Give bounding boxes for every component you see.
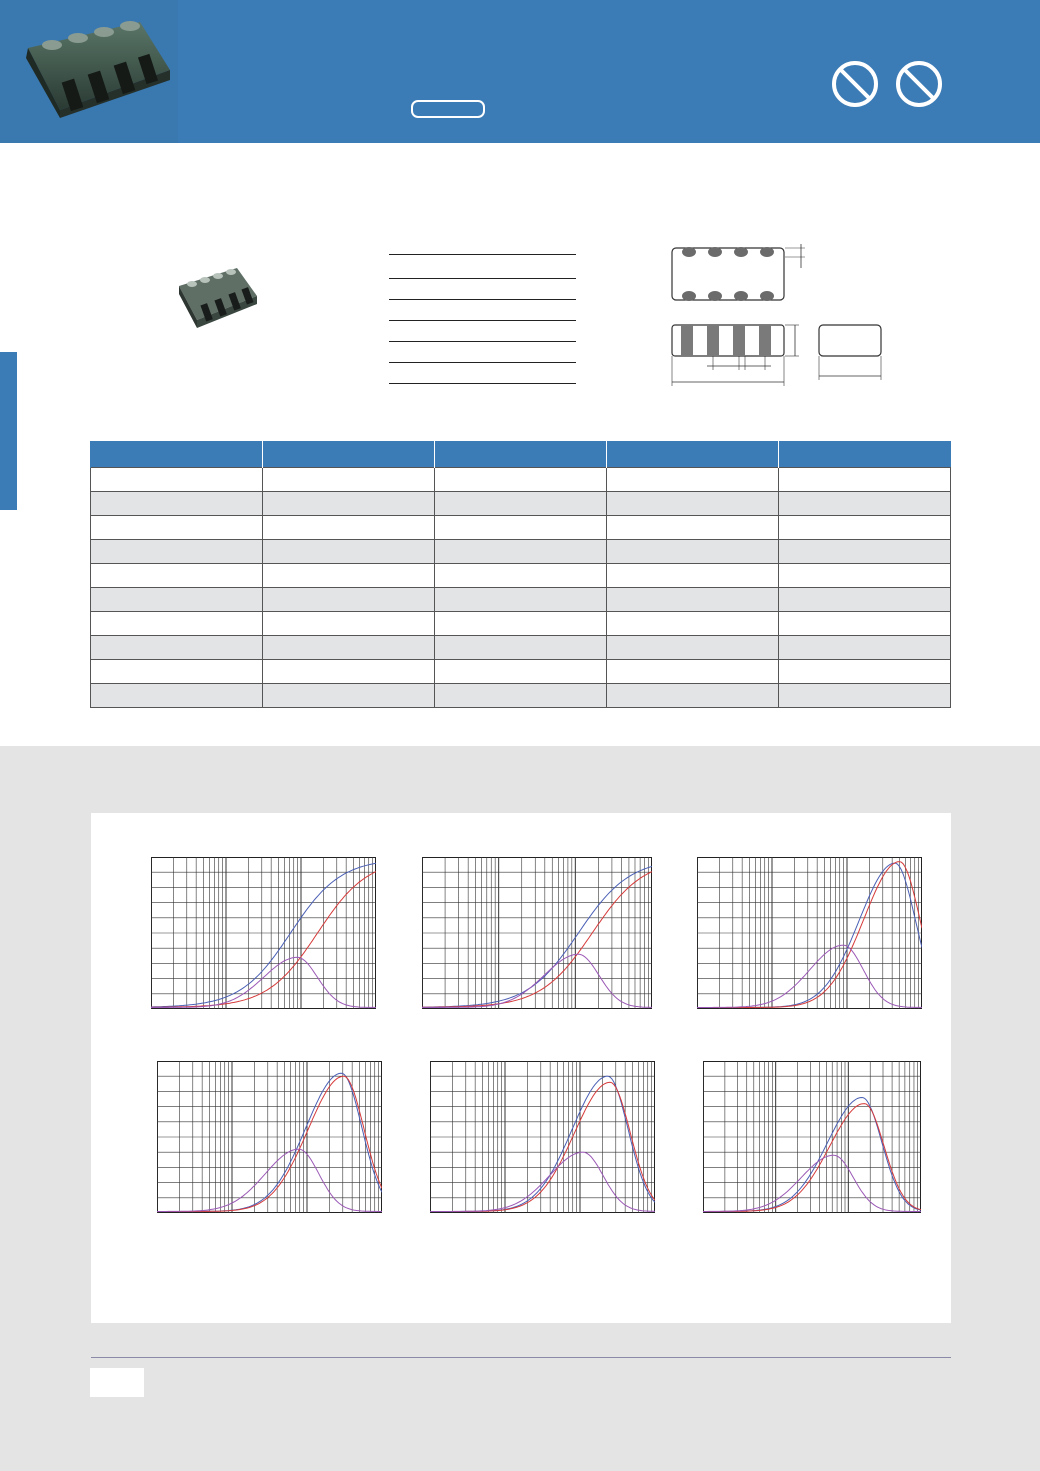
table-cell	[91, 516, 263, 540]
product-photo	[0, 0, 178, 143]
table-cell	[263, 660, 435, 684]
column-header	[91, 441, 263, 468]
table-row	[91, 636, 951, 660]
table-cell	[607, 516, 779, 540]
table-cell	[91, 540, 263, 564]
table-cell	[435, 636, 607, 660]
table-cell	[607, 540, 779, 564]
table-header-row	[91, 441, 951, 468]
table-cell	[607, 564, 779, 588]
table-cell	[779, 612, 951, 636]
table-row	[91, 540, 951, 564]
table-cell	[435, 564, 607, 588]
table-cell	[779, 468, 951, 492]
impedance-graph-panel	[91, 813, 951, 1323]
table-cell	[263, 636, 435, 660]
spec-row	[389, 341, 576, 342]
table-cell	[435, 468, 607, 492]
table-cell	[435, 612, 607, 636]
no-entry-icon	[895, 60, 943, 108]
table-cell	[607, 468, 779, 492]
table-cell	[263, 588, 435, 612]
table-cell	[435, 684, 607, 708]
impedance-chart	[151, 857, 376, 1009]
table-cell	[91, 636, 263, 660]
table-cell	[91, 588, 263, 612]
impedance-chart	[157, 1061, 382, 1213]
footer-divider	[91, 1357, 951, 1358]
table-row	[91, 660, 951, 684]
table-cell	[779, 492, 951, 516]
impedance-chart	[703, 1061, 921, 1213]
category-badge	[411, 100, 485, 118]
table-cell	[607, 588, 779, 612]
table-cell	[263, 564, 435, 588]
table-row	[91, 516, 951, 540]
table-cell	[435, 516, 607, 540]
table-cell	[91, 660, 263, 684]
table-cell	[435, 588, 607, 612]
spec-row	[389, 278, 576, 279]
table-cell	[779, 516, 951, 540]
table-cell	[91, 492, 263, 516]
table-row	[91, 468, 951, 492]
page-number-box	[90, 1368, 144, 1397]
table-cell	[263, 516, 435, 540]
table-cell	[779, 636, 951, 660]
table-cell	[263, 540, 435, 564]
spec-row	[389, 254, 576, 255]
table-cell	[779, 684, 951, 708]
table-cell	[779, 588, 951, 612]
table-cell	[779, 564, 951, 588]
impedance-chart	[697, 857, 922, 1009]
table-row	[91, 492, 951, 516]
table-cell	[263, 492, 435, 516]
impedance-chart	[430, 1061, 655, 1213]
no-entry-icon	[831, 60, 879, 108]
table-cell	[91, 612, 263, 636]
column-header	[607, 441, 779, 468]
table-cell	[607, 684, 779, 708]
impedance-chart	[422, 857, 652, 1009]
part-number-table	[90, 441, 951, 708]
table-cell	[607, 492, 779, 516]
table-cell	[91, 564, 263, 588]
table-cell	[263, 684, 435, 708]
table-row	[91, 588, 951, 612]
table-cell	[779, 540, 951, 564]
table-cell	[263, 612, 435, 636]
section-side-tab	[0, 352, 17, 510]
table-cell	[435, 660, 607, 684]
column-header	[263, 441, 435, 468]
column-header	[779, 441, 951, 468]
chip-photo	[175, 262, 265, 338]
table-row	[91, 612, 951, 636]
table-cell	[435, 492, 607, 516]
table-row	[91, 564, 951, 588]
table-cell	[779, 660, 951, 684]
table-cell	[91, 684, 263, 708]
spec-row	[389, 362, 576, 363]
spec-row	[389, 383, 576, 384]
header-band	[0, 0, 1040, 143]
table-cell	[91, 468, 263, 492]
table-row	[91, 684, 951, 708]
dimension-drawing	[665, 240, 895, 390]
table-cell	[607, 660, 779, 684]
table-cell	[607, 636, 779, 660]
spec-row	[389, 320, 576, 321]
spec-row	[389, 299, 576, 300]
column-header	[435, 441, 607, 468]
table-cell	[607, 612, 779, 636]
table-cell	[263, 468, 435, 492]
table-cell	[435, 540, 607, 564]
spec-list	[389, 254, 576, 386]
